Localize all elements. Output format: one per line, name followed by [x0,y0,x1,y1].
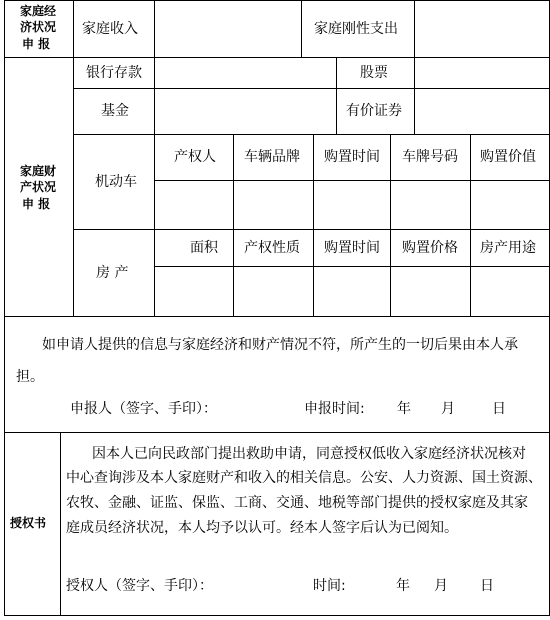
house-header-purchase-price: 购置价格 [402,240,458,256]
rule-bank-bottom [73,88,550,89]
vehicle-header-owner: 产权人 [174,149,216,165]
house-purchase-price-field[interactable] [392,268,469,315]
bank-deposit-field[interactable] [156,59,334,87]
rule-property-bottom [4,316,550,317]
property-section-title-line-2: 产状况 [20,180,57,194]
house-header-usage: 房产用途 [480,240,536,256]
vehicle-plate-number-field[interactable] [392,182,469,228]
rigid-expense-label: 家庭刚性支出 [314,21,398,37]
house-area-field[interactable] [156,268,232,315]
house-label: 房 产 [96,265,129,281]
declaration-month-label: 月 [441,401,455,417]
income-section-title-line-3: 申 报 [22,37,51,51]
declaration-text-line-1: 如申请人提供的信息与家庭经济和财产情况不符，所产生的一切后果由本人承 [42,337,518,353]
rule-grid-c2 [313,134,314,316]
rule-asset-value [154,57,155,316]
rule-bottom [4,615,550,616]
rule-label-col [73,0,74,316]
vehicle-label: 机动车 [95,174,137,190]
vehicle-header-purchase-time: 购置时间 [324,149,380,165]
securities-label: 有价证券 [346,103,402,119]
property-section-title-line-3: 申 报 [22,197,51,211]
fund-field[interactable] [156,90,334,133]
rule-declaration-bottom [4,432,550,433]
house-ownership-field[interactable] [235,268,312,315]
household-income-field[interactable] [156,2,299,55]
rule-house-header [154,266,550,267]
rule-vehicle-bottom [73,229,550,230]
rule-grid-c4 [470,134,471,316]
vehicle-owner-field[interactable] [156,182,232,228]
declaration-time-label: 申报时间: [304,401,365,417]
authorization-title: 授权书 [10,516,47,530]
authorization-text-line-4: 庭成员经济状况，本人均予以认可。经本人签字后认为已阅知。 [66,520,458,536]
stock-field[interactable] [416,59,547,87]
authorization-day-label: 日 [480,578,494,594]
household-income-label: 家庭收入 [82,21,138,37]
vehicle-header-purchase-value: 购置价值 [480,149,536,165]
income-section-title-line-1: 家庭经 [20,4,57,18]
rule-fund-bottom [73,134,550,135]
rule-auth-label-col [60,432,61,616]
declaration-signer-label: 申报人（签字、手印）： [70,401,217,417]
declaration-year-label: 年 [397,401,411,417]
vehicle-header-brand: 车辆品牌 [244,149,300,165]
rule-income-bottom [4,57,550,58]
fund-label: 基金 [101,103,129,119]
application-form [4,0,550,620]
rule-left [4,0,5,616]
vehicle-purchase-time-field[interactable] [315,182,389,228]
authorization-text-line-2: 中心查询涉及本人家庭财产和收入的相关信息。公安、人力资源、国土资源、 [66,470,542,486]
declaration-day-label: 日 [492,401,506,417]
house-header-ownership: 产权性质 [244,240,300,256]
rule-income-mid [301,0,302,57]
rule-grid-c1 [233,134,234,316]
rigid-expense-field[interactable] [416,2,547,55]
rule-asset-right [414,57,415,134]
authorization-text-line-1: 因本人已向民政部门提出救助申请，同意授权低收入家庭经济状况核对 [92,446,526,462]
authorization-year-label: 年 [396,578,410,594]
house-header-purchase-time: 购置时间 [324,240,380,256]
authorization-month-label: 月 [434,578,448,594]
vehicle-brand-field[interactable] [235,182,312,228]
rule-income-value [154,0,155,57]
authorization-time-label: 时间: [313,578,346,594]
property-section-title-line-1: 家庭财 [20,164,57,178]
authorization-signer-label: 授权人（签字、手印）： [66,578,213,594]
rule-vehicle-header [154,180,550,181]
rule-asset-mid [336,57,337,134]
vehicle-header-plate-number: 车牌号码 [402,149,458,165]
securities-field[interactable] [416,90,547,133]
house-purchase-time-field[interactable] [315,268,389,315]
rule-top [4,0,550,1]
bank-deposit-label: 银行存款 [86,65,142,81]
rule-grid-c3 [390,134,391,316]
declaration-text-line-2: 担。 [16,369,44,385]
house-usage-field[interactable] [472,268,548,315]
rule-income-right [414,0,415,57]
income-section-title-line-2: 济状况 [20,20,57,34]
house-header-area: 面积 [190,240,218,256]
stock-label: 股票 [360,65,388,81]
authorization-text-line-3: 农牧、金融、证监、保监、工商、交通、地税等部门提供的授权家庭及其家 [66,495,528,511]
vehicle-purchase-value-field[interactable] [472,182,548,228]
